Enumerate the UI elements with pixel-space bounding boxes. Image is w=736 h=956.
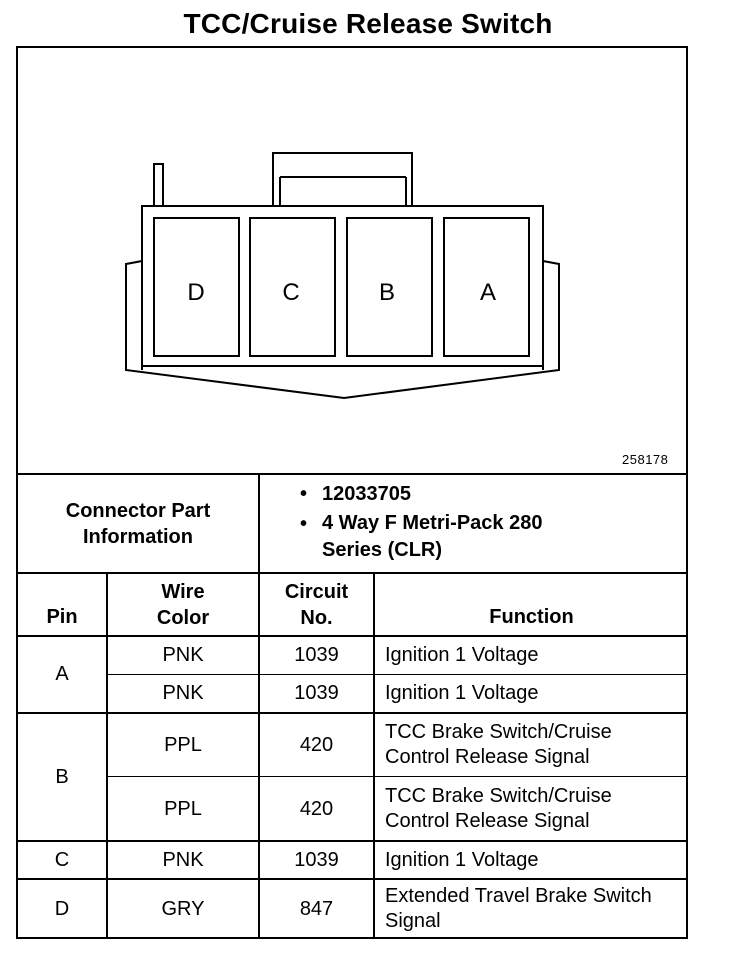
function-cell: Ignition 1 Voltage bbox=[385, 644, 539, 666]
wire-cell: PNK bbox=[162, 848, 204, 871]
circuit-cell: 1039 bbox=[294, 848, 339, 871]
function-cell: TCC Brake Switch/Cruise Control Release Signal bbox=[385, 721, 612, 768]
wire-cell: PNK bbox=[162, 644, 204, 666]
header-wire-color: Wire Color bbox=[156, 580, 210, 629]
circuit-cell: 1039 bbox=[294, 644, 339, 666]
wire-cell: PNK bbox=[162, 682, 204, 704]
header-circuit: Circuit No. bbox=[284, 580, 349, 629]
part-info-label: Connector Part Information bbox=[65, 499, 211, 548]
function-cell: Ignition 1 Voltage bbox=[385, 848, 539, 871]
header-pin: Pin bbox=[46, 606, 78, 628]
circuit-cell: 847 bbox=[299, 897, 334, 920]
rule-info-divider bbox=[258, 473, 260, 573]
function-cell: Extended Travel Brake Switch Signal bbox=[385, 885, 652, 932]
page-title: TCC/Cruise Release Switch bbox=[183, 8, 553, 39]
part-info-item: • 4 Way F Metri-Pack 280 Series (CLR) bbox=[300, 512, 543, 561]
function-cell: TCC Brake Switch/Cruise Control Release Signal bbox=[385, 785, 612, 832]
connector-post bbox=[154, 164, 163, 206]
function-cell: Ignition 1 Voltage bbox=[385, 682, 539, 704]
rule-b-split bbox=[108, 776, 688, 777]
pin-label-b: B bbox=[378, 279, 396, 306]
pin-label-d: D bbox=[187, 279, 205, 306]
wire-cell: PPL bbox=[164, 733, 202, 756]
circuit-cell: 1039 bbox=[294, 682, 339, 704]
part-info-item: • 12033705 bbox=[300, 483, 411, 505]
part-info-list bbox=[300, 480, 582, 564]
pin-label-c: C bbox=[282, 279, 300, 306]
pin-cell-d: D bbox=[54, 897, 70, 920]
header-function: Function bbox=[489, 606, 574, 628]
pin-label-a: A bbox=[479, 279, 497, 306]
pin-cell-c: C bbox=[54, 848, 70, 871]
wire-cell: PPL bbox=[164, 797, 202, 820]
connector-diagram bbox=[18, 48, 686, 473]
figure-id: 258178 bbox=[622, 452, 669, 467]
circuit-cell: 420 bbox=[299, 797, 334, 820]
wire-cell: GRY bbox=[161, 897, 205, 920]
pin-cell-b: B bbox=[55, 765, 69, 788]
circuit-cell: 420 bbox=[299, 733, 334, 756]
connector-lock-tab bbox=[273, 153, 412, 206]
pin-cell-a: A bbox=[55, 663, 69, 685]
